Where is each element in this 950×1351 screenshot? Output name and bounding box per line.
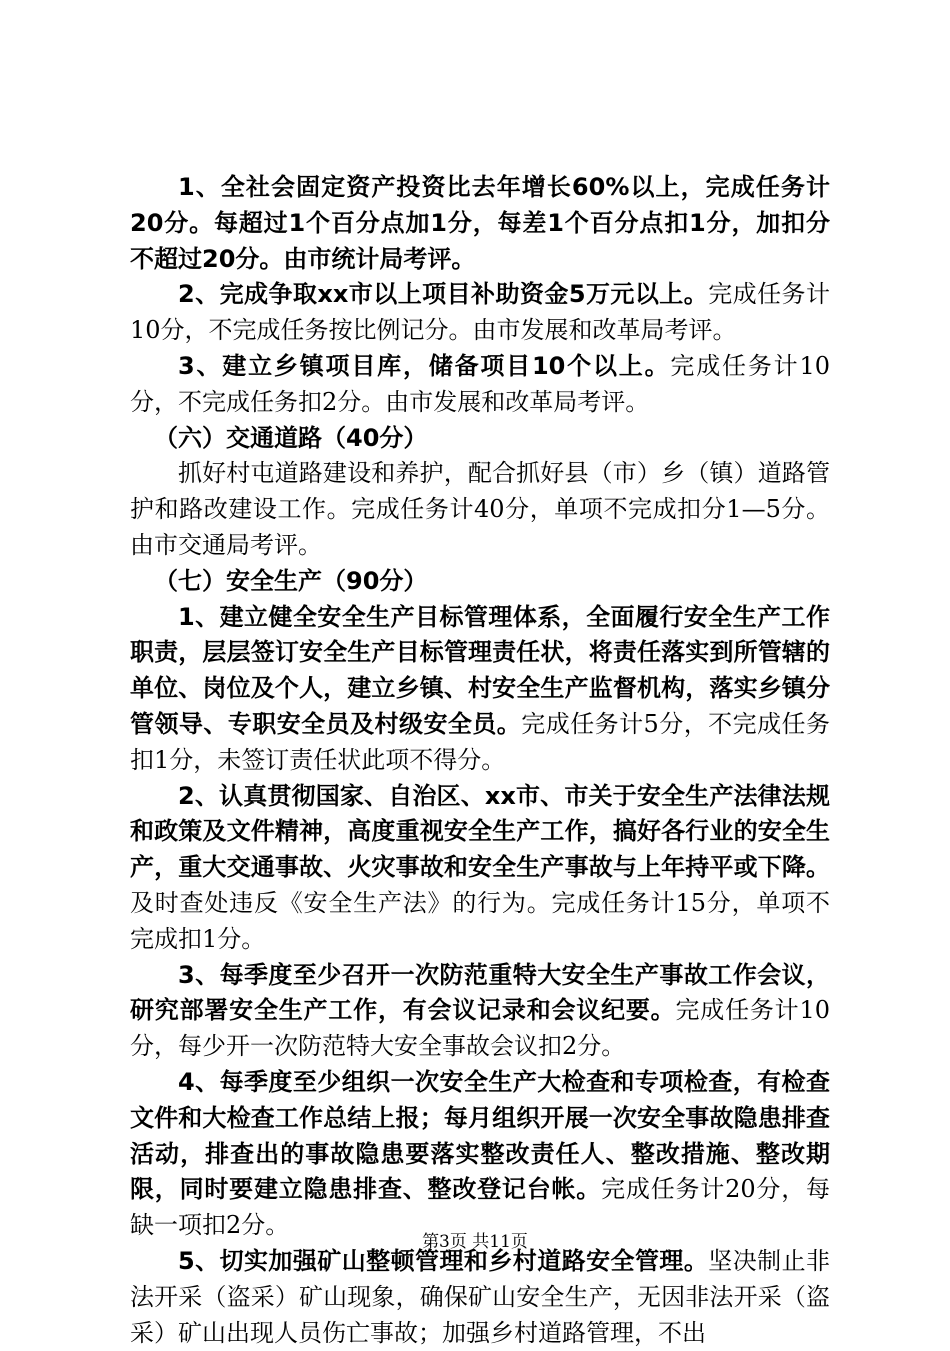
section-7-item-2-bold: 2、认真贯彻国家、自治区、xx市、市关于安全生产法律法规和政策及文件精神，高度重视安全生产工作，搞好各行业的安全生产，重大交通事故、火灾事故和安全生产事故与上年持平或下降。 bbox=[130, 781, 830, 882]
paragraph-3-normal: 完成任务计10分，不完成任务扣2分。由市发展和改革局考评。 bbox=[130, 351, 830, 416]
section-7-item-5 bbox=[130, 1244, 830, 1351]
section-7-item-2 bbox=[130, 779, 830, 958]
section-7-item-3-normal: 完成任务计10分，每少开一次防范特大安全事故会议扣2分。 bbox=[130, 996, 830, 1061]
section-7-item-1 bbox=[130, 600, 830, 779]
paragraph-2-normal: 完成任务计10分，不完成任务按比例记分。由市发展和改革局考评。 bbox=[130, 280, 831, 345]
section-6-text bbox=[130, 456, 830, 563]
section-7-item-3-bold: 3、每季度至少召开一次防范重特大安全生产事故工作会议，研究部署安全生产工作，有会议记录和会议纪要。 bbox=[130, 960, 830, 1025]
section-7-heading: （七）安全生产（90分） bbox=[154, 566, 428, 595]
paragraph-3-bold: 3、建立乡镇项目库，储备项目10个以上。 bbox=[178, 351, 671, 380]
section-7-item-4-normal: 完成任务计20分，每缺一项扣2分。 bbox=[130, 1175, 831, 1240]
page-footer: 第3页 共11页 bbox=[422, 1232, 528, 1252]
section-7-item-4 bbox=[130, 1065, 830, 1244]
section-7-item-1-bold: 1、建立健全安全生产目标管理体系，全面履行安全生产工作职责，层层签订安全生产目标管理责任状，将责任落实到所管辖的单位、岗位及个人，建立乡镇、村安全生产监督机构，落实乡镇分管领导、专职安全员及村级安全员。 bbox=[130, 602, 830, 738]
section-7-item-2-normal: 及时查处违反《安全生产法》的行为。完成任务计15分，单项不完成扣1分。 bbox=[130, 888, 830, 953]
section-7-item-1-normal: 完成任务计5分，不完成任务扣1分，未签订责任状此项不得分。 bbox=[130, 709, 831, 774]
section-7-item-3 bbox=[130, 958, 830, 1065]
paragraph-3 bbox=[130, 349, 830, 421]
document-body bbox=[130, 170, 830, 1351]
section-7-item-5-bold: 5、切实加强矿山整顿管理和乡村道路安全管理。 bbox=[178, 1246, 709, 1275]
section-7-item-5-normal: 坚决制止非法开采（盗采）矿山现象，确保矿山安全生产，无因非法开采（盗采）矿山出现人员伤亡事故；加强乡村道路管理，不出 bbox=[130, 1246, 831, 1347]
section-6-heading: （六）交通道路（40分） bbox=[154, 423, 428, 452]
section-6-text-normal: 抓好村屯道路建设和养护，配合抓好县（市）乡（镇）道路管护和路改建设工作。完成任务计40分，单项不完成扣分1—5分。由市交通局考评。 bbox=[130, 459, 830, 559]
paragraph-1-bold: 1、全社会固定资产投资比去年增长60%以上，完成任务计20分。每超过1个百分点加1分，每差1个百分点扣1分，加扣分不超过20分。由市统计局考评。 bbox=[130, 173, 830, 273]
paragraph-2-bold: 2、完成争取xx市以上项目补助资金5万元以上。 bbox=[178, 280, 709, 309]
paragraph-1 bbox=[130, 170, 830, 277]
section-7-item-4-bold: 4、每季度至少组织一次安全生产大检查和专项检查，有检查文件和大检查工作总结上报；每月组织开展一次安全事故隐患排查活动，排查出的事故隐患要落实整改责任人、整改措施、整改期限，同时要建立隐患排查、整改登记台帐。 bbox=[130, 1067, 830, 1204]
paragraph-2 bbox=[130, 277, 830, 349]
